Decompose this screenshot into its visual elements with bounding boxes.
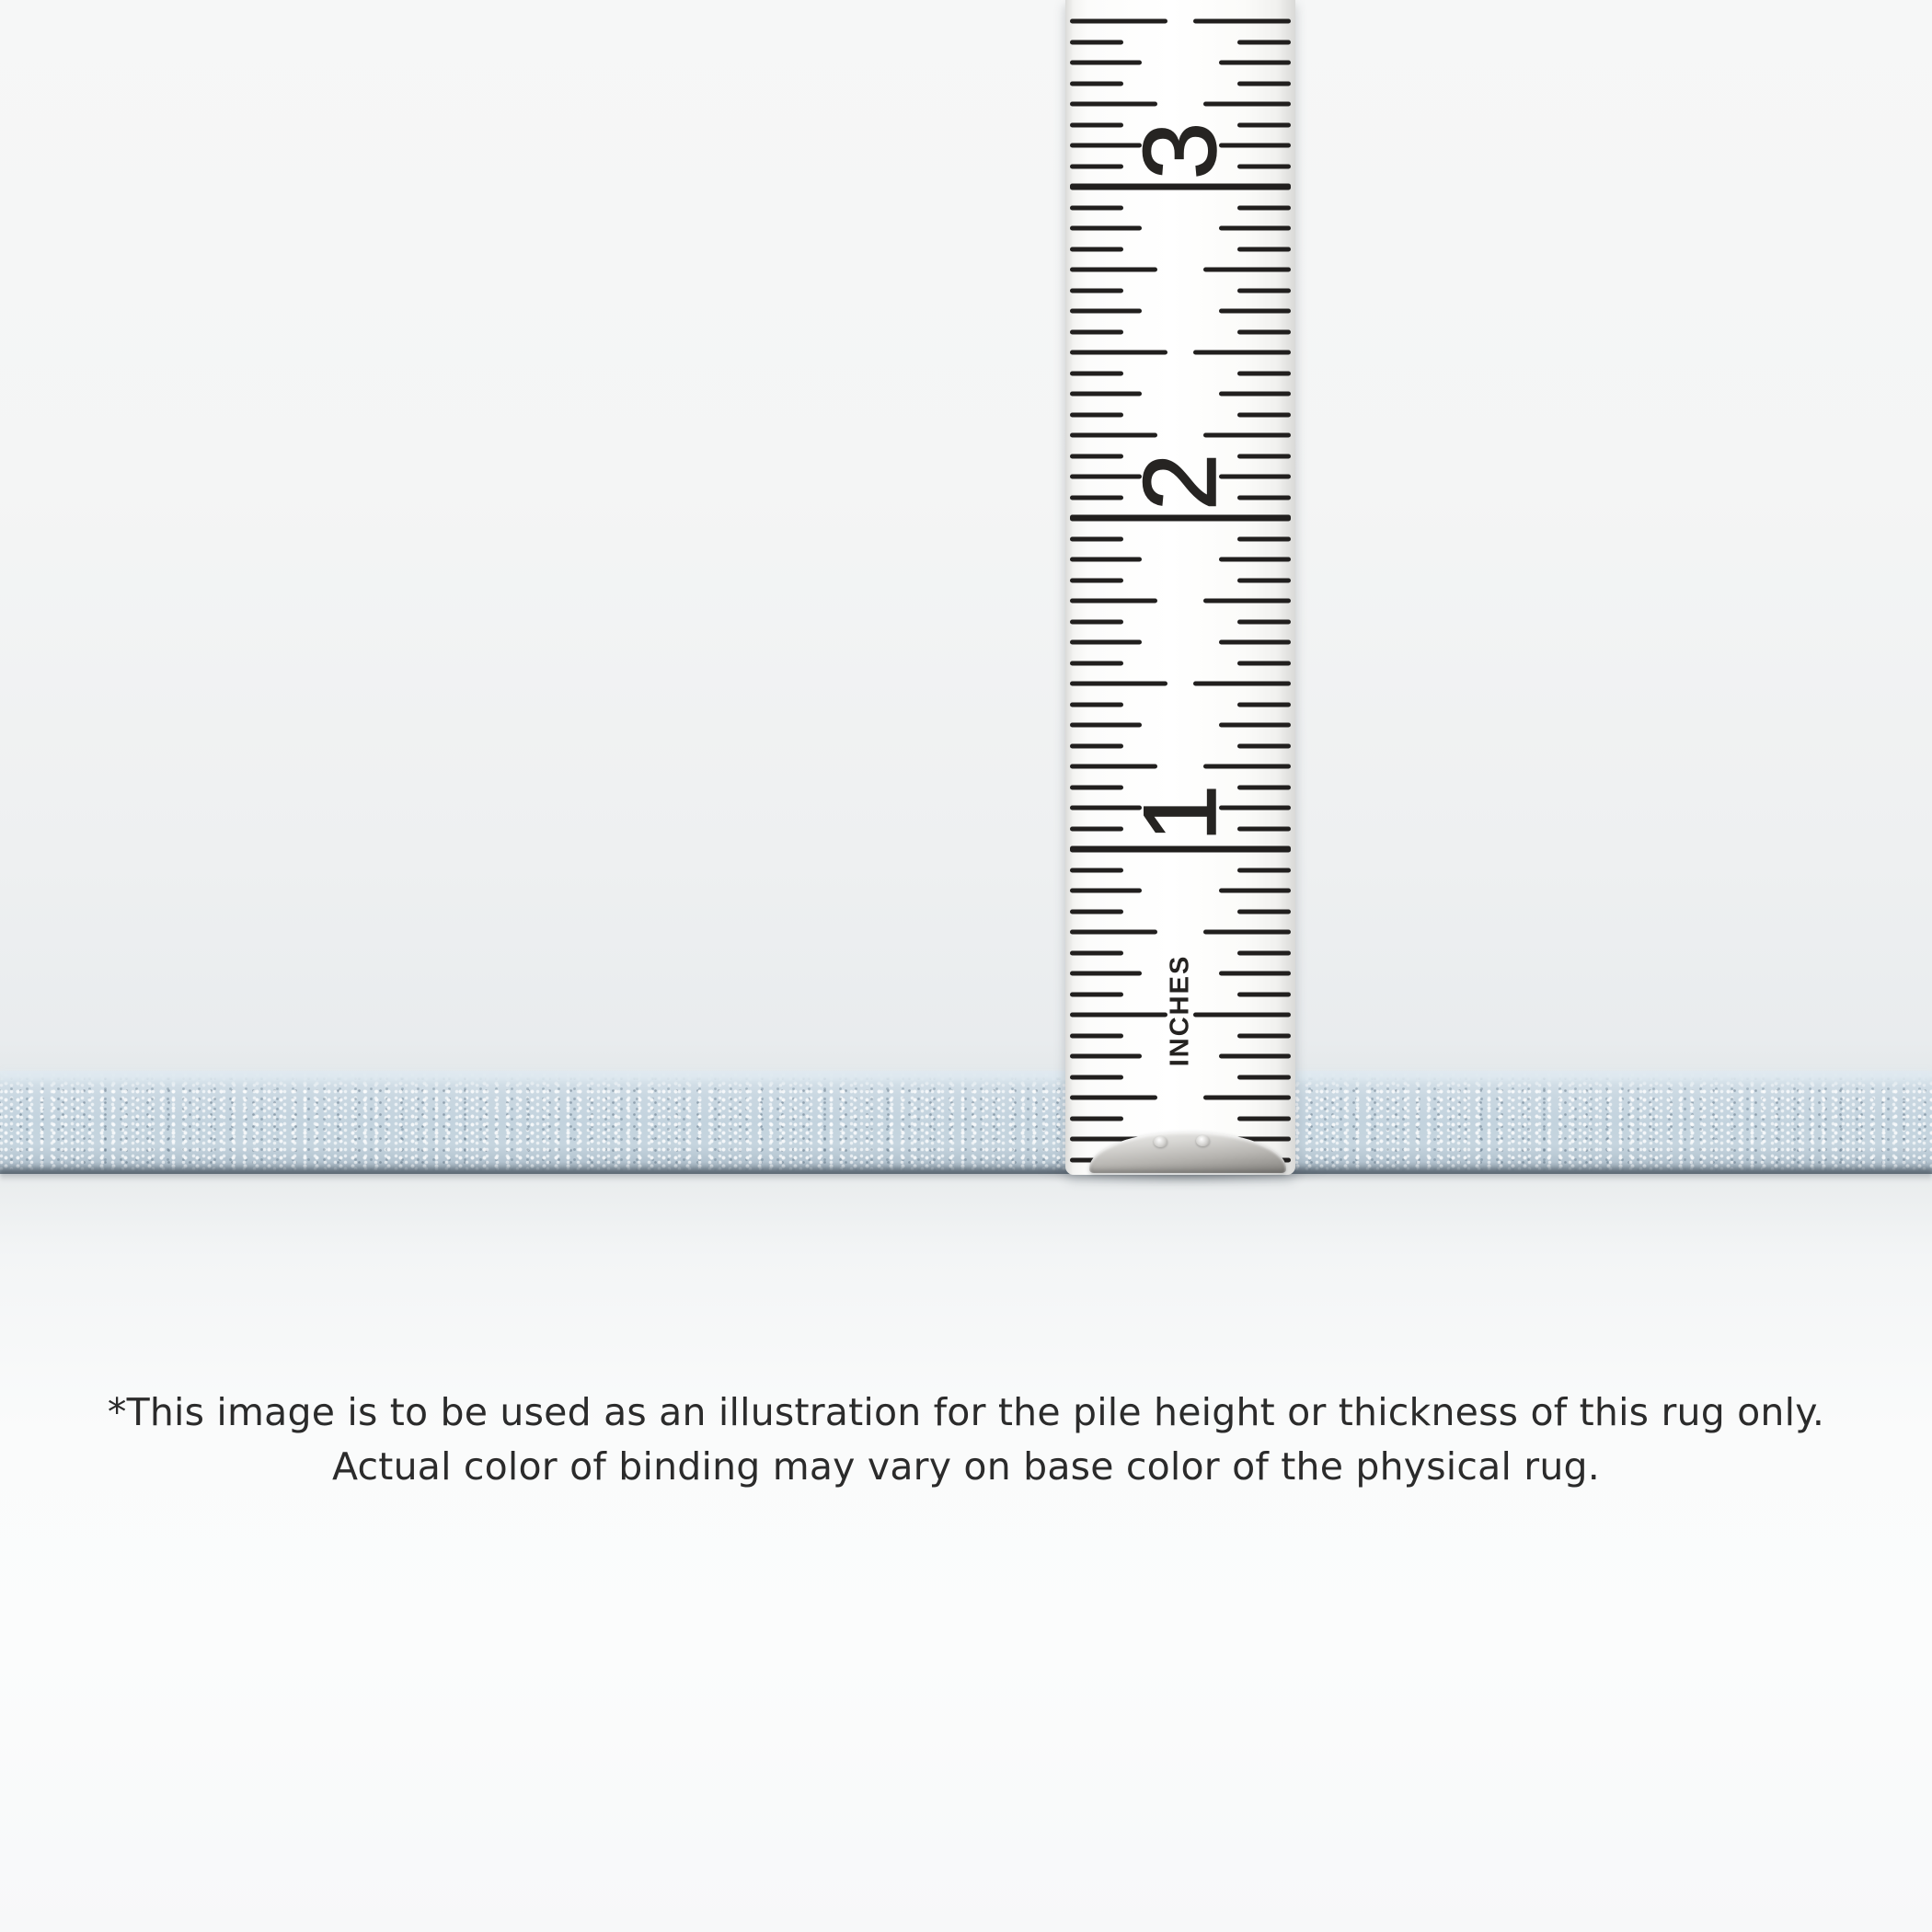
ruler-tick-half bbox=[1193, 351, 1291, 355]
ruler-tick-eighth bbox=[1070, 723, 1142, 728]
ruler-tick-half bbox=[1070, 19, 1167, 24]
ruler-tick-sixteenth bbox=[1237, 619, 1291, 624]
ruler-tick-eighth bbox=[1219, 61, 1291, 65]
ruler-tick-sixteenth bbox=[1237, 288, 1291, 293]
ruler-tick-sixteenth bbox=[1237, 329, 1291, 334]
ruler-tick-sixteenth bbox=[1237, 247, 1291, 251]
ruler-tick-half bbox=[1193, 19, 1291, 24]
ruler-tick-sixteenth bbox=[1237, 1116, 1291, 1121]
ruler-tick-eighth bbox=[1219, 723, 1291, 728]
ruler-tick-sixteenth bbox=[1070, 412, 1123, 417]
ruler-tick-sixteenth bbox=[1070, 909, 1123, 914]
ruler-tick-sixteenth bbox=[1070, 661, 1123, 665]
ruler-tick-eighth bbox=[1070, 61, 1142, 65]
disclaimer-line-2: Actual color of binding may vary on base color of the physical rug. bbox=[332, 1444, 1600, 1489]
floor-surface bbox=[0, 1174, 1932, 1932]
ruler-tick-eighth bbox=[1070, 309, 1142, 314]
ruler-tick-quarter bbox=[1070, 268, 1157, 272]
ruler-tick-sixteenth bbox=[1237, 743, 1291, 748]
ruler-number: 1 bbox=[1121, 784, 1237, 843]
ruler-tick-sixteenth bbox=[1237, 536, 1291, 541]
ruler-tick-eighth bbox=[1070, 226, 1142, 231]
ruler-unit-label: INCHES bbox=[1165, 954, 1195, 1066]
ruler-tick-quarter bbox=[1070, 599, 1157, 604]
ruler-tick-half bbox=[1070, 351, 1167, 355]
ruler-tick-sixteenth bbox=[1237, 205, 1291, 210]
ruler-number-wrap bbox=[1065, 436, 1295, 528]
rug-cross-section bbox=[0, 1071, 1932, 1174]
ruler-tick-eighth bbox=[1219, 309, 1291, 314]
ruler-number-wrap bbox=[1065, 767, 1295, 859]
ruler-tick-half bbox=[1193, 682, 1291, 686]
ruler-tick-sixteenth bbox=[1070, 743, 1123, 748]
ruler-tick-sixteenth bbox=[1070, 205, 1123, 210]
clip-rivet bbox=[1196, 1135, 1210, 1146]
ruler-tick-sixteenth bbox=[1070, 702, 1123, 707]
ruler-tick-sixteenth bbox=[1237, 1075, 1291, 1079]
ruler-tick-eighth bbox=[1219, 640, 1291, 645]
ruler-tick-sixteenth bbox=[1070, 329, 1123, 334]
ruler-tick-sixteenth bbox=[1237, 81, 1291, 86]
ruler-tick-sixteenth bbox=[1070, 1075, 1123, 1079]
ruler-tick-quarter bbox=[1070, 930, 1157, 935]
ruler-tick-sixteenth bbox=[1237, 40, 1291, 44]
ruler-tick-eighth bbox=[1219, 226, 1291, 231]
ruler-number-wrap bbox=[1065, 105, 1295, 197]
ruler-tick-sixteenth bbox=[1070, 288, 1123, 293]
ruler-tick-eighth bbox=[1070, 392, 1142, 397]
ruler-unit-label-wrap bbox=[1065, 946, 1295, 1075]
ruler-tick-quarter bbox=[1070, 1096, 1157, 1100]
ruler-tick-quarter bbox=[1203, 930, 1291, 935]
ruler-tick-sixteenth bbox=[1070, 536, 1123, 541]
ruler-tick-quarter bbox=[1203, 268, 1291, 272]
ruler-tick-eighth bbox=[1219, 392, 1291, 397]
ruler-tick-sixteenth bbox=[1070, 1116, 1123, 1121]
ruler-tick-half bbox=[1070, 682, 1167, 686]
ruler-tick-sixteenth bbox=[1070, 868, 1123, 872]
ruler-tick-eighth bbox=[1070, 558, 1142, 562]
ruler-tick-eighth bbox=[1219, 558, 1291, 562]
ruler-tick-sixteenth bbox=[1070, 619, 1123, 624]
ruler-tick-quarter bbox=[1203, 599, 1291, 604]
ruler-tick-sixteenth bbox=[1070, 578, 1123, 582]
ruler-tick-sixteenth bbox=[1237, 909, 1291, 914]
ruler-tick-sixteenth bbox=[1237, 371, 1291, 375]
ruler-tick-sixteenth bbox=[1237, 702, 1291, 707]
ruler-tick-sixteenth bbox=[1237, 661, 1291, 665]
ruler-number: 2 bbox=[1121, 453, 1237, 512]
ruler-tick-sixteenth bbox=[1237, 412, 1291, 417]
ruler-tick-eighth bbox=[1070, 889, 1142, 893]
clip-rivet bbox=[1154, 1136, 1167, 1147]
disclaimer-caption bbox=[0, 1386, 1932, 1494]
ruler-number: 3 bbox=[1121, 121, 1237, 180]
ruler-tick-sixteenth bbox=[1070, 81, 1123, 86]
ruler-tick-sixteenth bbox=[1237, 578, 1291, 582]
ruler-tape bbox=[1065, 0, 1295, 1175]
ruler-tick-sixteenth bbox=[1070, 247, 1123, 251]
ruler-tick-quarter bbox=[1203, 1096, 1291, 1100]
ruler-tick-eighth bbox=[1070, 640, 1142, 645]
ruler-tick-sixteenth bbox=[1237, 868, 1291, 872]
ruler-tick-sixteenth bbox=[1070, 371, 1123, 375]
disclaimer-line-1: *This image is to be used as an illustration for the pile height or thickness of this rug only. bbox=[107, 1390, 1825, 1434]
ruler-tick-sixteenth bbox=[1070, 40, 1123, 44]
ruler-tick-eighth bbox=[1219, 889, 1291, 893]
rug-contact-shadow bbox=[0, 1168, 1932, 1181]
